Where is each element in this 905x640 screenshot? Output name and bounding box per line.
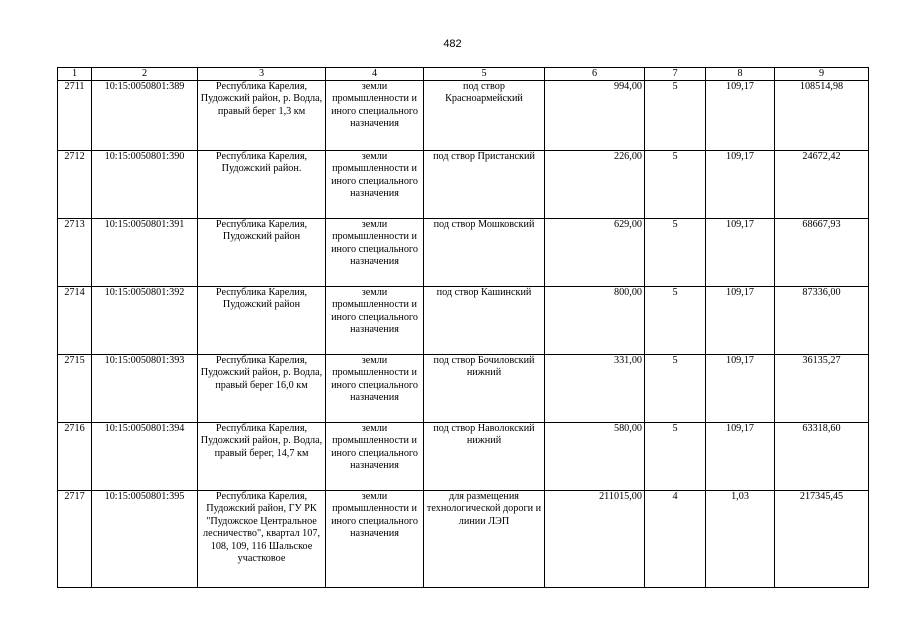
cell-specific-value: 109,17 [706,81,775,151]
cell-cadastral-number: 10:15:0050801:389 [92,81,198,151]
cell-cadastral-number: 10:15:0050801:393 [92,355,198,423]
cell-specific-value: 109,17 [706,423,775,491]
cell-land-category: земли промышленности и иного специального назначения [326,423,424,491]
cell-location: Республика Карелия, Пудожский район, р. Водла, правый берег, 14,7 км [198,423,326,491]
column-header-3: 3 [198,68,326,81]
cell-row-number: 2714 [58,287,92,355]
cell-specific-value: 109,17 [706,287,775,355]
cell-area: 800,00 [545,287,645,355]
cell-land-category: земли промышленности и иного специального назначения [326,151,424,219]
land-registry-table [57,67,869,588]
column-header-9: 9 [775,68,869,81]
cell-group-number: 4 [645,491,706,588]
cell-land-category: земли промышленности и иного специального назначения [326,491,424,588]
cell-area: 211015,00 [545,491,645,588]
cell-group-number: 5 [645,287,706,355]
column-header-2: 2 [92,68,198,81]
column-header-8: 8 [706,68,775,81]
cell-cadastral-value: 68667,93 [775,219,869,287]
cell-permitted-use: под створ Мошковский [424,219,545,287]
cell-land-category: земли промышленности и иного специального назначения [326,81,424,151]
cell-cadastral-value: 108514,98 [775,81,869,151]
cell-specific-value: 109,17 [706,355,775,423]
cell-land-category: земли промышленности и иного специального назначения [326,287,424,355]
cell-area: 331,00 [545,355,645,423]
cell-permitted-use: под створ Бочиловский нижний [424,355,545,423]
cell-cadastral-value: 36135,27 [775,355,869,423]
table-row [58,355,869,423]
cell-cadastral-value: 217345,45 [775,491,869,588]
cell-cadastral-number: 10:15:0050801:395 [92,491,198,588]
cell-row-number: 2717 [58,491,92,588]
cell-specific-value: 1,03 [706,491,775,588]
table-header [58,68,869,81]
cell-row-number: 2711 [58,81,92,151]
cell-cadastral-value: 24672,42 [775,151,869,219]
page-number: 482 [443,38,462,50]
cell-cadastral-number: 10:15:0050801:391 [92,219,198,287]
column-header-1: 1 [58,68,92,81]
cell-area: 994,00 [545,81,645,151]
cell-group-number: 5 [645,219,706,287]
cell-cadastral-number: 10:15:0050801:392 [92,287,198,355]
cell-area: 629,00 [545,219,645,287]
cell-group-number: 5 [645,423,706,491]
cell-row-number: 2712 [58,151,92,219]
cell-row-number: 2713 [58,219,92,287]
cell-group-number: 5 [645,151,706,219]
cell-location: Республика Карелия, Пудожский район [198,287,326,355]
cell-location: Республика Карелия, Пудожский район [198,219,326,287]
cell-land-category: земли промышленности и иного специального назначения [326,219,424,287]
table-row [58,219,869,287]
cell-permitted-use: для размещения технологической дороги и линии ЛЭП [424,491,545,588]
table-body [58,81,869,588]
cell-permitted-use: под створ Кашинский [424,287,545,355]
cell-permitted-use: под створ Красноармейский [424,81,545,151]
cell-location: Республика Карелия, Пудожский район. [198,151,326,219]
column-header-6: 6 [545,68,645,81]
cell-location: Республика Карелия, Пудожский район, р. Водла, правый берег 16,0 км [198,355,326,423]
table-row [58,287,869,355]
table-row [58,423,869,491]
cell-cadastral-number: 10:15:0050801:394 [92,423,198,491]
cell-group-number: 5 [645,355,706,423]
header-row [58,68,869,81]
cell-cadastral-value: 87336,00 [775,287,869,355]
cell-area: 226,00 [545,151,645,219]
cell-row-number: 2715 [58,355,92,423]
cell-permitted-use: под створ Пристанский [424,151,545,219]
table-row [58,81,869,151]
column-header-7: 7 [645,68,706,81]
cell-location: Республика Карелия, Пудожский район, ГУ РК "Пудожское Центральное лесничество", квартал 107, 108, 109, 116 Шальское участковое [198,491,326,588]
column-header-5: 5 [424,68,545,81]
cell-group-number: 5 [645,81,706,151]
cell-cadastral-number: 10:15:0050801:390 [92,151,198,219]
cell-row-number: 2716 [58,423,92,491]
cell-location: Республика Карелия, Пудожский район, р. Водла, правый берег 1,3 км [198,81,326,151]
column-header-4: 4 [326,68,424,81]
cell-land-category: земли промышленности и иного специального назначения [326,355,424,423]
cell-specific-value: 109,17 [706,219,775,287]
table-row [58,151,869,219]
cell-cadastral-value: 63318,60 [775,423,869,491]
cell-specific-value: 109,17 [706,151,775,219]
cell-permitted-use: под створ Наволокский нижний [424,423,545,491]
cell-area: 580,00 [545,423,645,491]
table-row [58,491,869,588]
